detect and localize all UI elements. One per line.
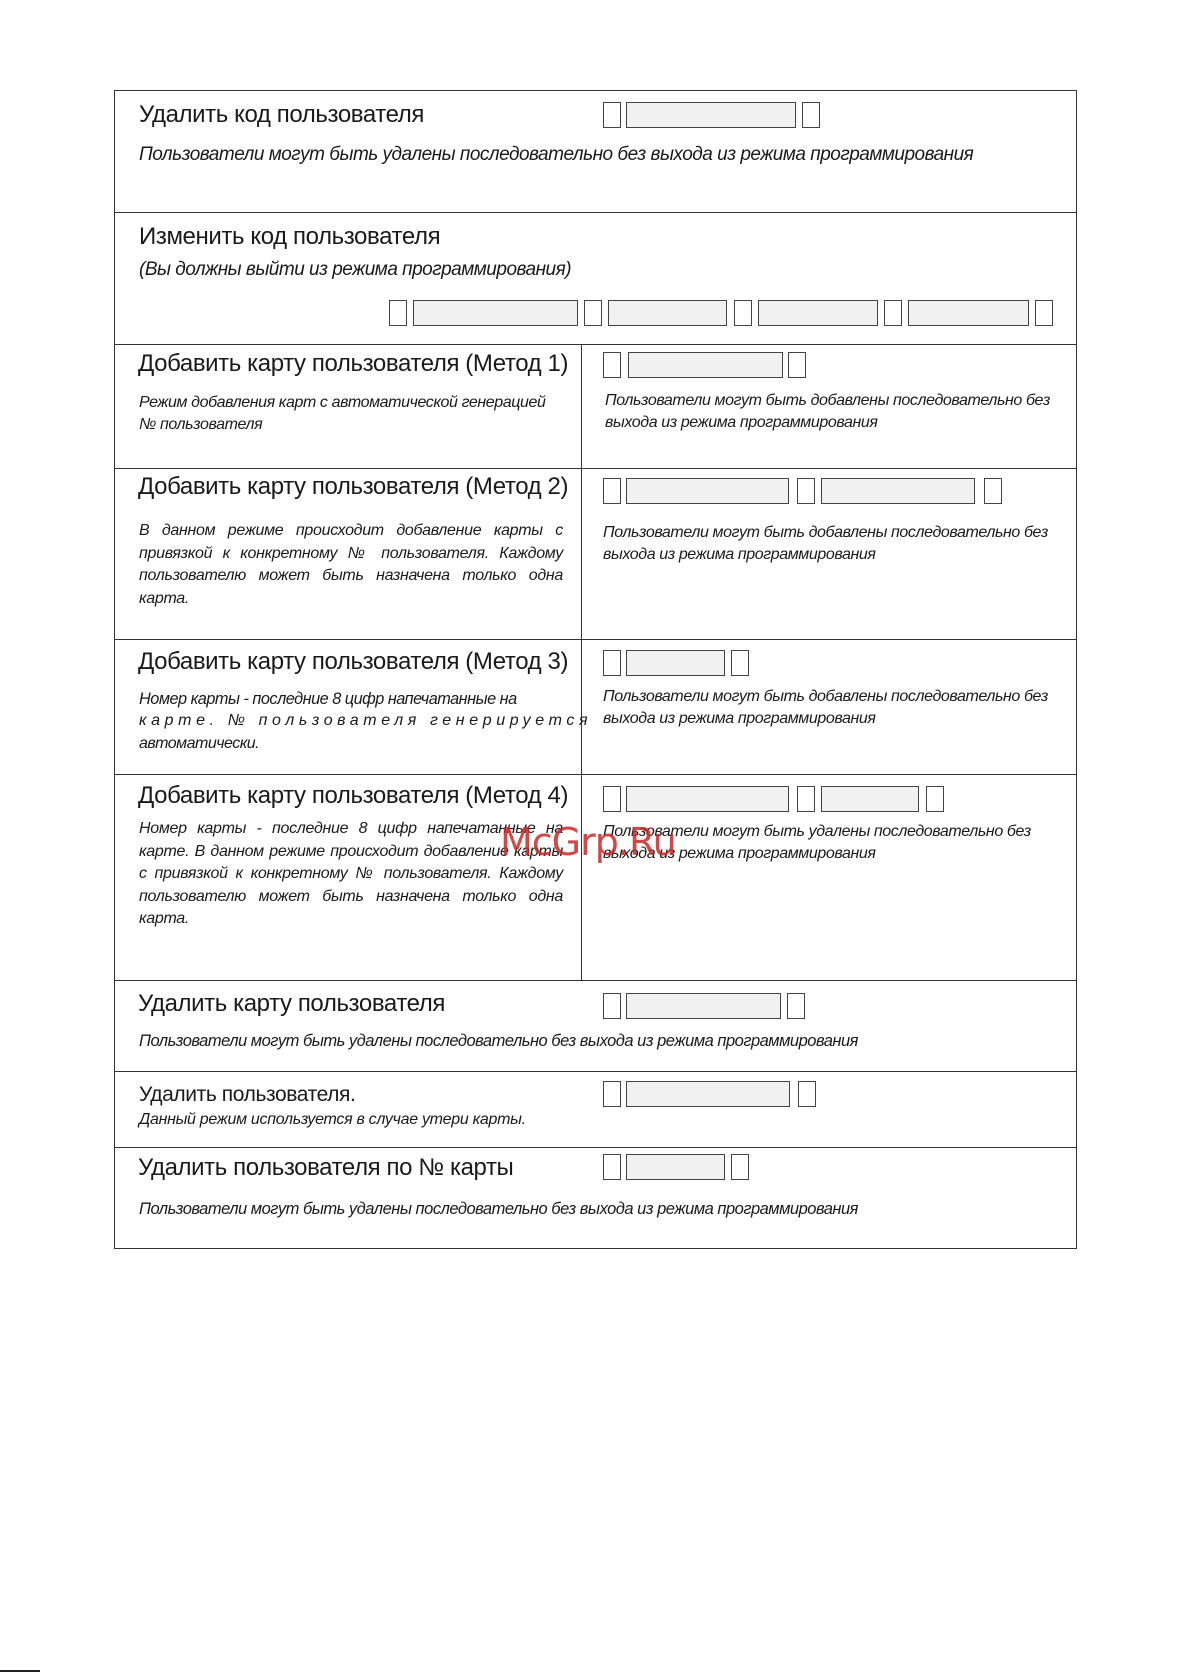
key-box [603,1081,621,1107]
row-left-note: Режим добавления карт с автоматической генерацией № пользователя [139,394,546,433]
row-title-delete-user: Удалить пользователя. [139,1083,356,1106]
key-box [603,102,621,128]
row-left-note: Номер карты - последние 8 цифр напечатанные на карте. В данном режиме происходит добавление карты с привязкой к конкретному № пользователя. Каждому пользователю может быть назначена только одна карта. [139,820,563,927]
key-box [603,1154,621,1180]
key-box [821,478,975,504]
row-title-method-1: Добавить карту пользователя (Метод 1) [138,350,569,377]
row-divider [115,639,1076,640]
row-right-note: Пользователи могут быть удалены последовательно без выхода из режима программирования [603,823,1031,862]
key-box [603,786,621,812]
key-box [788,352,806,378]
key-box [908,300,1029,326]
key-box [626,650,725,676]
row-left-note-line: автоматически. [139,735,260,752]
row-left-note-line: Номер карты - последние 8 цифр напечатанные на [139,690,517,708]
key-box [603,352,621,378]
row-note: Пользователи могут быть удалены последовательно без выхода из режима программирования [139,1032,858,1050]
row-right-note: Пользователи могут быть добавлены последовательно без выхода из режима программирования [603,688,1048,727]
key-box [603,650,621,676]
key-box [413,300,578,326]
watermark: McGrp.Ru [500,820,676,864]
key-box [734,300,752,326]
row-right-note: Пользователи могут быть добавлены последовательно без выхода из режима программирования [603,524,1048,563]
key-box [626,1154,725,1180]
key-box [1035,300,1053,326]
key-box [626,102,796,128]
row-divider [115,468,1076,469]
row-note: (Вы должны выйти из режима программирования) [139,259,572,280]
key-box [884,300,902,326]
key-box [797,786,815,812]
row-divider [115,344,1076,345]
key-box [798,1081,816,1107]
key-box [787,993,805,1019]
key-box [984,478,1002,504]
page-edge-mark [0,1670,40,1672]
key-box [731,1154,749,1180]
key-box [797,478,815,504]
key-box [626,478,789,504]
row-title-delete-user-card: Удалить карту пользователя [138,990,446,1017]
key-box [802,102,820,128]
row-title-delete-user-by-card: Удалить пользователя по № карты [138,1154,514,1181]
key-box [628,352,783,378]
key-box [821,786,919,812]
row-left-note-line: карте. № пользователя генерируется [139,712,593,729]
key-box [626,786,789,812]
row-title-change-user-code: Изменить код пользователя [139,223,441,250]
key-box [389,300,407,326]
row-divider [115,1071,1076,1072]
row-note: Пользователи могут быть удалены последовательно без выхода из режима программирования [139,1200,858,1218]
row-divider [115,980,1076,981]
row-title-method-3: Добавить карту пользователя (Метод 3) [138,648,569,675]
row-note: Пользователи могут быть удалены последовательно без выхода из режима программирования [139,144,974,165]
row-divider [115,212,1076,213]
row-divider [115,1147,1076,1148]
key-box [603,478,621,504]
row-title-method-4: Добавить карту пользователя (Метод 4) [138,782,569,809]
row-divider [115,774,1076,775]
row-title-delete-user-code: Удалить код пользователя [139,101,424,128]
column-divider [581,344,582,980]
row-right-note: Пользователи могут быть добавлены последовательно без выхода из режима программирования [605,392,1050,431]
key-box [584,300,602,326]
key-box [731,650,749,676]
key-box [603,993,621,1019]
row-title-method-2: Добавить карту пользователя (Метод 2) [138,473,569,500]
row-left-note: В данном режиме происходит добавление карты с привязкой к конкретному № пользователя. Каждому пользователю может быть назначена только одна карта. [139,522,563,607]
key-box [608,300,727,326]
key-box [926,786,944,812]
key-box [626,1081,790,1107]
key-box [758,300,878,326]
row-note: Данный режим используется в случае утери карты. [139,1111,526,1128]
key-box [626,993,781,1019]
